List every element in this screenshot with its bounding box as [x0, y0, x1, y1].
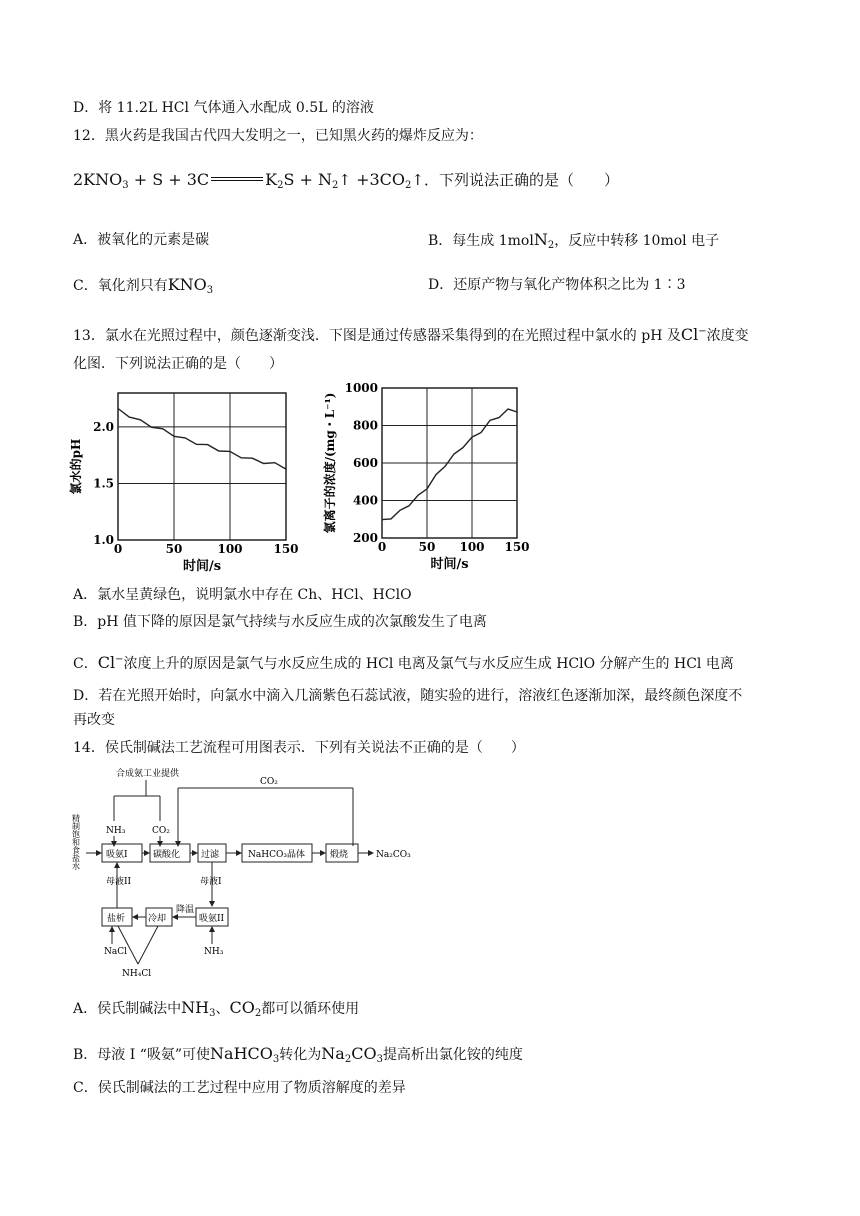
- flow-box-nahco3: NaHCO₃晶体: [248, 850, 305, 860]
- q14-option-c: C．侯氏制碱法的工艺过程中应用了物质溶解度的差异: [73, 1080, 406, 1096]
- flow-nh3-top: NH₃: [106, 826, 126, 836]
- chloride-chart: [322, 380, 537, 580]
- q11-option-d: D．将 11.2L HCl 气体通入水配成 0.5L 的溶液: [73, 100, 374, 116]
- flow-top-source: 合成氨工业提供: [116, 769, 180, 779]
- x-tick-label: 50: [165, 542, 183, 556]
- x-tick-label: 100: [459, 540, 485, 554]
- flow-nh4cl: NH₄Cl: [122, 969, 152, 979]
- flow-product: Na₂CO₃: [376, 850, 411, 860]
- flow-co2-top: CO₂: [152, 826, 170, 836]
- q13-stem-line2: 化图．下列说法正确的是（ ）: [73, 356, 283, 372]
- flow-box-calcine: 煅烧: [330, 850, 349, 860]
- q13-option-d-line1: D．若在光照开始时，向氯水中滴入几滴紫色石蕊试液，随实验的进行，溶液红色逐渐加深，最终颜色深度不: [73, 688, 743, 704]
- q13-option-b: B．pH 值下降的原因是氯气持续与水反应生成的次氯酸发生了电离: [73, 614, 487, 630]
- q12-option-d: D．还原产物与氧化产物体积之比为 1∶3: [428, 277, 686, 293]
- flow-mother2: 母液II: [106, 877, 132, 887]
- flow-nh3-bottom: NH₃: [204, 947, 224, 957]
- y-axis-label: 氯水的pH: [69, 438, 83, 495]
- x-tick-label: 150: [504, 540, 530, 554]
- q13-option-c: C．Cl−浓度上升的原因是氯气与水反应生成的 HCl 电离及氯气与水反应生成 HClO 分解产生的 HCl 电离: [73, 653, 734, 672]
- plot-frame: [118, 393, 286, 540]
- series-line: [118, 409, 286, 470]
- flow-mother1: 母液I: [200, 877, 222, 887]
- y-tick-label: 800: [352, 418, 378, 433]
- y-tick-label: 400: [352, 493, 378, 508]
- flow-box-absorb1: 吸氨I: [106, 850, 128, 860]
- q12-option-b: B．每生成 1molN$_2$，反应中转移 10mol 电子: [428, 230, 720, 251]
- flow-box-absorb2: 吸氨II: [199, 914, 225, 924]
- q13-option-d-line2: 再改变: [73, 712, 115, 728]
- x-axis-label: 时间/s: [430, 557, 469, 572]
- q12-equation: $2KNO_3 + S + 3C$ $K_2S$ + $N_2↑$ $+3CO_2↑$．下列说法正确的是（ ）: [73, 170, 619, 191]
- flow-box-carbonate: 碳酸化: [153, 850, 181, 860]
- flow-side-label: 精制饱和食盐水: [71, 814, 81, 870]
- q13-option-a: A．氯水呈黄绿色，说明氯水中存在 Ch、HCl、HClO: [73, 587, 412, 603]
- y-tick-label: 1.5: [93, 476, 114, 491]
- equals-sign: [211, 177, 263, 181]
- flow-nacl: NaCl: [104, 947, 128, 957]
- y-tick-label: 2.0: [93, 419, 114, 434]
- y-axis-label: 氯离子的浓度/(mg・L⁻¹): [323, 392, 337, 534]
- y-tick-label: 1000: [344, 381, 378, 395]
- hou-process-flowchart: [68, 766, 428, 981]
- q12-option-c: C．氧化剂只有$KNO_3$: [73, 275, 214, 296]
- y-tick-label: 200: [352, 531, 378, 545]
- flow-box-filter: 过滤: [201, 850, 220, 860]
- flow-co2-loop: CO₂: [260, 777, 278, 787]
- q12-stem: 12．黑火药是我国古代四大发明之一，已知黑火药的爆炸反应为：: [73, 128, 483, 144]
- ph-chart: [68, 385, 308, 580]
- flow-cool-label: 降温: [176, 905, 195, 915]
- x-tick-label: 50: [418, 540, 436, 554]
- x-tick-label: 0: [377, 540, 387, 554]
- y-tick-label: 1.0: [93, 533, 114, 547]
- flow-box-saltout: 盐析: [107, 914, 126, 924]
- q14-stem: 14．侯氏制碱法工艺流程可用图表示．下列有关说法不正确的是（ ）: [73, 740, 525, 756]
- x-axis-label: 时间/s: [182, 559, 222, 574]
- x-tick-label: 0: [113, 542, 123, 556]
- q12-option-a: A．被氧化的元素是碳: [73, 232, 210, 248]
- x-tick-label: 150: [273, 542, 299, 556]
- y-tick-label: 600: [352, 456, 378, 470]
- flow-box-cool: 冷却: [148, 914, 167, 924]
- x-tick-label: 100: [217, 542, 243, 556]
- q14-option-a: A．侯氏制碱法中$NH_3$、$CO_2$都可以循环使用: [73, 998, 360, 1019]
- q14-option-b: B．母液 I “吸氨”可使NaHCO$_3$转化为$Na_2CO_3$提高析出氯化铵的纯度: [73, 1044, 523, 1065]
- q13-stem-line1: 13．氯水在光照过程中，颜色逐渐变浅．下图是通过传感器采集得到的在光照过程中氯水的 pH 及Cl−浓度变: [73, 325, 749, 344]
